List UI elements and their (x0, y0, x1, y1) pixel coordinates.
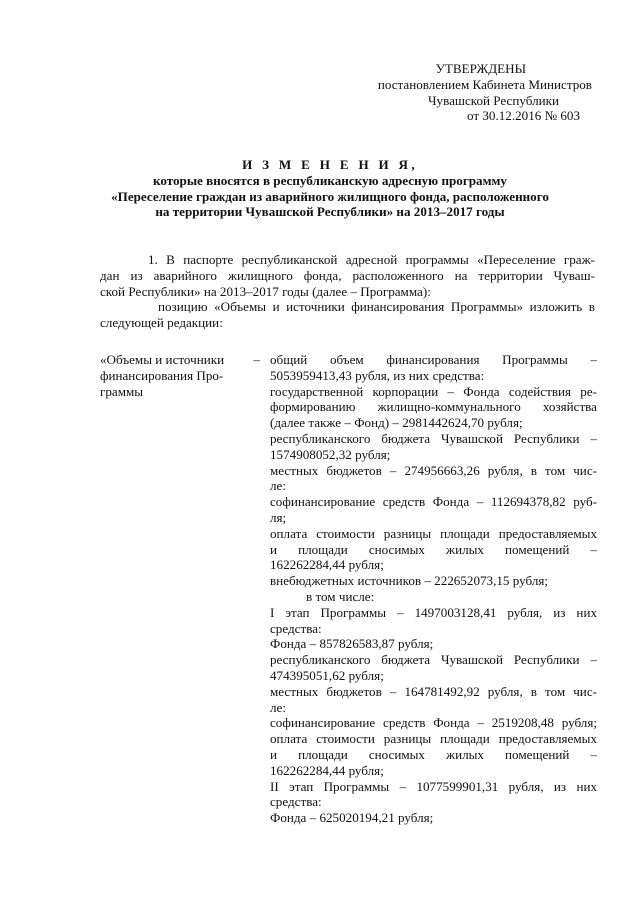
title-line-4: на территории Чувашской Республики» на 2013–2017 годы (155, 204, 505, 220)
table-right-cell (270, 352, 597, 826)
left-line-3: граммы (100, 383, 144, 399)
approval-stamp (332, 61, 592, 124)
right-line: республиканского бюджета Чувашской Республики – (270, 652, 597, 668)
right-line: и площади сносимых жилых помещений – (270, 746, 597, 762)
intro-p1-line3: ской Республики» на 2013–2017 годы (далее – Программа): (100, 283, 431, 299)
right-line: средства: (270, 620, 322, 636)
document-title (60, 157, 600, 220)
right-line: внебюджетных источников – 222652073,15 рубля; (270, 573, 549, 589)
right-line: Фонда – 625020194,21 рубля; (270, 810, 434, 826)
right-line: 1574908052,32 рубля; (270, 446, 391, 462)
title-line-2: которые вносятся в республиканскую адресную программу (153, 172, 507, 188)
right-line: I этап Программы – 1497003128,41 рубля, из них (270, 604, 597, 620)
right-line: республиканского бюджета Чувашской Республики – (270, 430, 597, 446)
right-line: формированию жилищно-коммунального хозяйства (270, 399, 597, 415)
intro-p1-line2: дан из аварийного жилищного фонда, расположенного на территории Чуваш- (100, 267, 595, 283)
title-line-1: И З М Е Н Е Н И Я, (242, 157, 418, 172)
intro-p2-line1: позицию «Объемы и источники финансирования Программы» изложить в (158, 299, 595, 315)
right-line: в том числе: (306, 588, 375, 604)
right-line: 5053959413,43 рубля, из них средства: (270, 367, 485, 383)
table-left-cell (100, 352, 260, 399)
right-line: софинансирование средств Фонда – 2519208,48 рубля; (270, 715, 597, 731)
right-line: оплата стоимости разницы площади предоставляемых (270, 525, 597, 541)
right-line: и площади сносимых жилых помещений – (270, 541, 597, 557)
approved-line-4: от 30.12.2016 № 603 (467, 108, 580, 124)
right-line: ле: (270, 478, 286, 494)
right-line: Фонда – 857826583,87 рубля; (270, 636, 434, 652)
right-line: (далее также – Фонд) – 2981442624,70 рубля; (270, 415, 523, 431)
right-line: местных бюджетов – 274956663,26 рубля, в том чис- (270, 462, 597, 478)
right-line: ля; (270, 509, 287, 525)
left-line-1: «Объемы и источники (100, 352, 225, 367)
right-line: общий объем финансирования Программы – (270, 352, 597, 367)
right-line: 162262284,44 рубля; (270, 557, 384, 573)
right-line: оплата стоимости разницы площади предоставляемых (270, 731, 597, 747)
right-line: средства: (270, 794, 322, 810)
right-line: софинансирование средств Фонда – 112694378,82 руб- (270, 494, 597, 510)
right-line: государственной корпорации – Фонда содействия ре- (270, 383, 597, 399)
right-line: II этап Программы – 1077599901,31 рубля, из них (270, 778, 597, 794)
approved-line-3: Чувашской Республики (428, 92, 559, 108)
approved-line-2: постановлением Кабинета Министров (377, 76, 592, 92)
title-line-3: «Переселение граждан из аварийного жилищного фонда, расположенного (111, 188, 549, 204)
right-line: 474395051,62 рубля; (270, 667, 384, 683)
approved-heading: УТВЕРЖДЕНЫ (435, 61, 526, 76)
right-line: местных бюджетов – 164781492,92 рубля, в том чис- (270, 683, 597, 699)
intro-p2-line2: следующей редакции: (100, 315, 223, 331)
left-dash: – (253, 352, 260, 367)
right-line: ле: (270, 699, 286, 715)
intro-text (100, 252, 595, 331)
intro-p1-line1: 1. В паспорте республиканской адресной программы «Переселение граж- (148, 252, 595, 267)
left-line-2: финансирования Про- (100, 367, 224, 383)
right-line: 162262284,44 рубля; (270, 762, 384, 778)
